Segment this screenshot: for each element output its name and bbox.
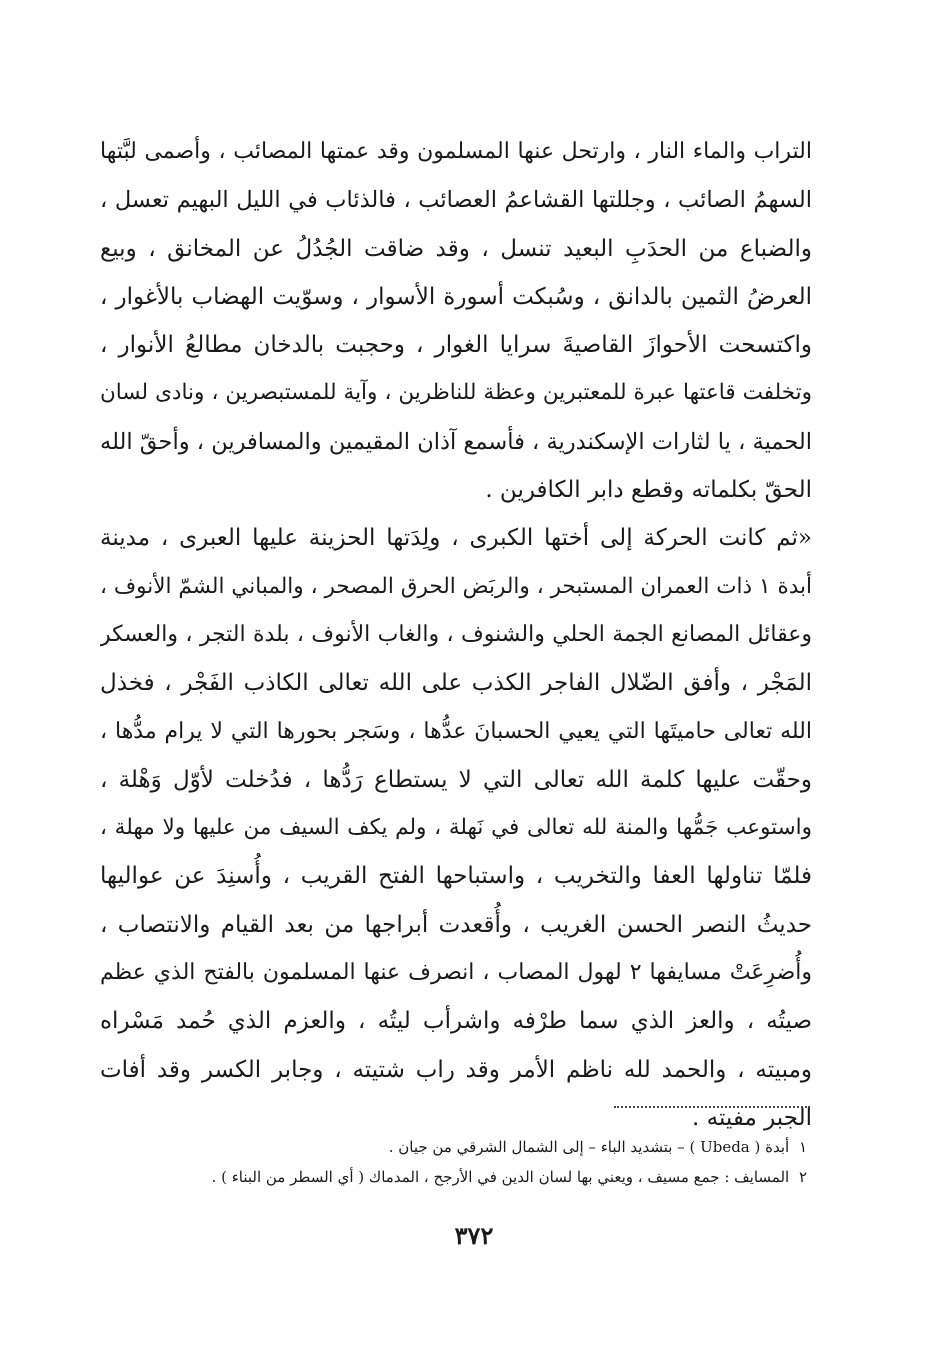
text-line-1: التراب والماء النار ، وارتحل عنها المسلمون وقد عمتها المصائب ، وأصمى لبَّتها xyxy=(100,139,812,164)
text-line-19: صيتُه ، والعز الذي سما طرْفه واشرأب ليتُه ، والعزم الذي حُمد مَسْراه xyxy=(100,1008,812,1035)
text-line-2: السهمُ الصائب ، وجللتها القشاعمُ العصائب ، فالذئاب في الليل البهيم تعسل ، xyxy=(100,187,812,214)
text-line-8: الحقّ بكلماته وقطع دابر الكافرين . xyxy=(485,477,812,504)
text-line-15: واستوعب جَمُّها والمنة لله تعالى في نَهلة ، ولم يكف السيف من عليها ولا مهلة ، xyxy=(100,815,812,841)
text-line-13: الله تعالى حاميتَها التي يعيي الحسبانَ عدُّها ، وسَجر بحورها التي لا يرام مدُّها ، xyxy=(100,718,812,744)
text-line-3: والضباع من الحدَبِ البعيد تنسل ، وقد ضاقت الجُدُلُ عن المخانق ، وبيع xyxy=(100,235,812,262)
text-line-9: «ثم كانت الحركة إلى أختها الكبرى ، ولِدَتها الحزينة عليها العبرى ، مدينة xyxy=(100,525,812,552)
text-line-18: وأُضرِعَتْ مسايفها ٢ لهول المصاب ، انصرف عنها المسلمون بالفتح الذي عظم xyxy=(100,960,812,986)
text-line-16: فلمّا تناولها العفا والتخريب ، واستباحها الفتح القريب ، وأُسنِدَ عن عواليها xyxy=(100,863,812,890)
text-line-6: وتخلفت قاعتها عبرة للمعتبرين وعظة للناظرين ، وآية للمستبصرين ، ونادى لسان xyxy=(100,380,812,406)
footnote-number: ٢ xyxy=(798,1168,808,1186)
footnote-text: المسايف : جمع مسيف ، ويعني بها لسان الدين في الأرجح ، المدماك ( أي السطر من البناء ) . xyxy=(211,1168,790,1186)
main-text-block xyxy=(100,128,812,1142)
text-line-20: ومبيته ، والحمد لله ناظم الأمر وقد راب شتيته ، وجابر الكسر وقد أفات xyxy=(100,1056,812,1083)
text-line-11: وعقائل المصانع الجمة الحلي والشنوف ، والغاب الأنوف ، بلدة التجر ، والعسكر xyxy=(100,621,812,647)
text-line-4: العرضُ الثمين بالدانق ، وسُبكت أسورة الأسوار ، وسوّيت الهضاب بالأغوار ، xyxy=(100,283,812,310)
footnote-number: ١ xyxy=(798,1138,808,1156)
text-line-7: الحمية ، يا لثارات الإسكندرية ، فأسمع آذان المقيمين والمسافرين ، وأحقّ الله xyxy=(100,428,812,455)
text-line-12: المَجْر ، وأفق الضّلال الفاجر الكذب على الله تعالى الكاذب الفَجْر ، فخذل xyxy=(100,670,812,697)
footnote-1 xyxy=(100,1132,812,1162)
footnote-2 xyxy=(100,1162,812,1192)
text-line-21: الجبر مفيته . xyxy=(692,1104,812,1131)
footnote-text: أبدة ( Ubeda ) – بتشديد الباء – إلى الشمال الشرقي من جيان . xyxy=(388,1138,790,1156)
text-line-17: حديثُ النصر الحسن الغريب ، وأُقعدت أبراجها من بعد القيام والانتصاب ، xyxy=(100,911,812,938)
page-number: ٣٧٢ xyxy=(454,1221,494,1250)
text-line-14: وحقّت عليها كلمة الله تعالى التي لا يستطاع رَدُّها ، فدُخلت لأوّل وَهْلة ، xyxy=(100,766,812,793)
footnotes-block xyxy=(100,1132,812,1192)
text-line-10: أبدة ١ ذات العمران المستبحر ، والربَض الحرق المصحر ، والمباني الشمّ الأنوف ، xyxy=(100,573,812,599)
text-line-5: واكتسحت الأحوازَ القاصيةَ سرايا الغوار ، وحجبت بالدخان مطالعُ الأنوار ، xyxy=(100,332,812,359)
footnote-separator xyxy=(614,1106,810,1108)
